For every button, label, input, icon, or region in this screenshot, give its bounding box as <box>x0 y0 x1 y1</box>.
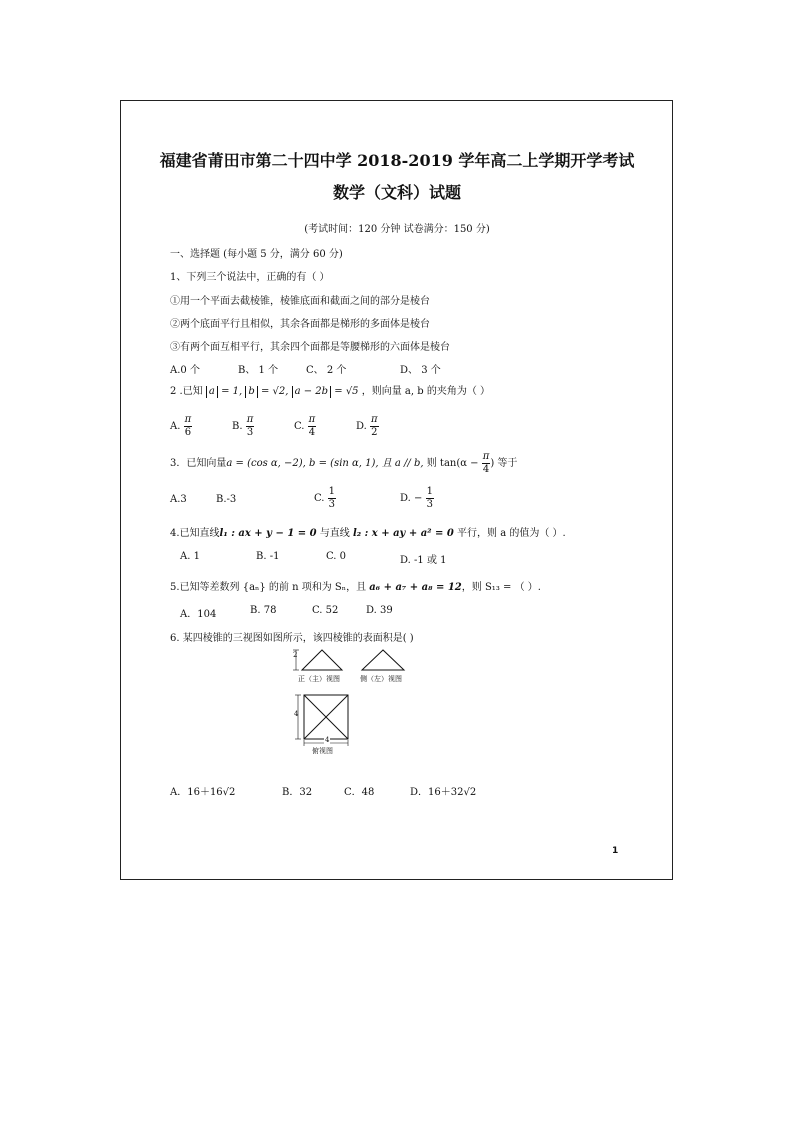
q3-option-c <box>314 486 336 511</box>
frac-num: π <box>482 451 490 462</box>
q6-option-c: C．48 <box>344 787 375 798</box>
q4-stem <box>170 524 566 539</box>
q5-option-c: C. 52 <box>312 605 339 616</box>
q2-option-a <box>170 414 192 439</box>
q5-stem <box>170 578 541 593</box>
q4-prefix: 4.已知直线 <box>170 528 220 539</box>
q2-option-b <box>232 414 254 439</box>
q2-prefix: 2 .已知 <box>170 386 203 397</box>
q5-suffix: ，则 S₁₃ = （ ）. <box>461 582 541 593</box>
q2-option-b-label: B. <box>232 421 243 432</box>
q2-eq1: = 1, <box>217 386 243 397</box>
exam-title: 福建省莆田市第二十四中学 2018-2019 学年高二上学期开学考试 <box>159 151 635 170</box>
q5-option-b: B. 78 <box>250 605 277 616</box>
frac-den: 3 <box>328 499 336 510</box>
q6-option-a: A．16＋16√2 <box>170 787 236 798</box>
q3-prefix: 3．已知向量 <box>170 458 227 469</box>
q2-option-c <box>294 414 316 439</box>
q2-option-d-frac <box>370 414 379 439</box>
q2-stem <box>170 382 490 398</box>
section-heading: 一、选择题 (每小题 5 分，满分 60 分) <box>170 249 343 260</box>
exam-subtitle: 数学（文科）试题 <box>332 183 461 202</box>
frac-den: 2 <box>371 427 378 438</box>
height-dimension-label: 2 <box>293 651 298 659</box>
side-view-label: 侧（左）视图 <box>360 675 402 683</box>
q4-mid: 与直线 <box>316 528 353 539</box>
q4-l1: l₁ : ax + y − 1 = 0 <box>219 528 317 539</box>
q5-option-a: A．104 <box>180 609 217 620</box>
q3-vecs: a = (cos α, −2), b = (sin α, 1), 且 a // b, <box>226 458 424 469</box>
q2-option-c-frac <box>308 414 317 439</box>
top-view-label: 俯视图 <box>312 747 333 755</box>
q2-abs-a: a <box>206 386 218 398</box>
frac-num: 1 <box>426 486 433 497</box>
q2-abs-b: b <box>245 386 257 398</box>
q1-statement-2: ②两个底面平行且相似，其余各面都是梯形的多面体是棱台 <box>170 319 430 330</box>
front-view-triangle <box>302 650 342 670</box>
front-view-label: 正（主）视图 <box>298 675 340 683</box>
frac-num: 1 <box>328 486 336 497</box>
q1-statement-3: ③有两个面互相平行，其余四个面都是等腰梯形的六面体是棱台 <box>170 342 450 353</box>
q2-option-d <box>356 414 379 439</box>
q5-option-d: D. 39 <box>366 605 393 616</box>
q4-option-a: A. 1 <box>180 551 200 562</box>
frac-den: 4 <box>482 464 490 475</box>
q1-option-a: A.0 个 <box>170 365 200 376</box>
q5-cond: a₆ + a₇ + a₈ = 12 <box>369 582 462 593</box>
q2-eq3: = √5 <box>331 386 359 397</box>
side-view-triangle <box>362 650 404 670</box>
q4-suffix: 平行，则 a 的值为（ ）. <box>453 528 566 539</box>
q1-option-d: D、 3 个 <box>400 365 441 376</box>
q3-option-d-label: D. − <box>400 493 423 504</box>
q2-option-c-label: C. <box>294 421 305 432</box>
q3-option-d-frac <box>426 486 434 511</box>
frac-num: π <box>184 414 192 425</box>
q4-option-b: B. -1 <box>256 551 280 562</box>
q4-option-c: C. 0 <box>326 551 347 562</box>
q6-stem: 6. 某四棱锥的三视图如图所示，该四棱锥的表面积是( ) <box>170 633 414 644</box>
three-view-diagram <box>290 645 420 757</box>
bottom-dimension-label: 4 <box>325 736 330 744</box>
q2-option-d-label: D. <box>356 421 367 432</box>
q2-option-b-frac <box>246 414 255 439</box>
q1-option-b: B、 1 个 <box>238 365 279 376</box>
frac-num: π <box>371 414 378 425</box>
q2-eq2: = √2, <box>257 386 289 397</box>
frac-den: 6 <box>184 427 192 438</box>
q1-stem: 1、下列三个说法中，正确的有（ ） <box>170 272 330 283</box>
q2-suffix: ，则向量 a, b 的夹角为（ ） <box>361 386 491 397</box>
q3-option-b: B.-3 <box>216 494 237 505</box>
page-frame <box>120 100 673 880</box>
q5-prefix: 5.已知等差数列 {aₙ} 的前 n 项和为 Sₙ，且 <box>170 582 370 593</box>
q1-option-c: C、 2 个 <box>306 365 347 376</box>
page-number: 1 <box>612 846 619 856</box>
q6-option-d: D．16＋32√2 <box>410 787 477 798</box>
frac-den: 3 <box>426 499 433 510</box>
q3-option-d <box>400 486 434 511</box>
q3-suffix: ) 等于 <box>490 458 518 469</box>
q3-mid: 则 tan(α − <box>423 458 479 469</box>
frac-num: π <box>246 414 254 425</box>
q2-abs-ab: a − 2b <box>292 386 331 398</box>
frac-den: 4 <box>308 427 316 438</box>
q3-option-c-frac <box>328 486 336 511</box>
q6-option-b: B．32 <box>282 787 313 798</box>
frac-num: π <box>308 414 316 425</box>
q4-l2: l₂ : x + ay + a² = 0 <box>352 528 454 539</box>
q2-option-a-label: A. <box>170 421 181 432</box>
q2-option-a-frac <box>184 414 193 439</box>
exam-info: (考试时间：120 分钟 试卷满分：150 分) <box>304 224 490 235</box>
q3-option-c-label: C. <box>314 493 325 504</box>
q3-stem <box>170 451 517 476</box>
q1-statement-1: ①用一个平面去截棱锥，棱锥底面和截面之间的部分是棱台 <box>170 296 430 307</box>
q3-option-a: A.3 <box>170 494 187 505</box>
side-dimension-label: 4 <box>294 710 299 718</box>
q4-option-d: D. -1 或 1 <box>400 555 447 566</box>
frac-den: 3 <box>246 427 254 438</box>
